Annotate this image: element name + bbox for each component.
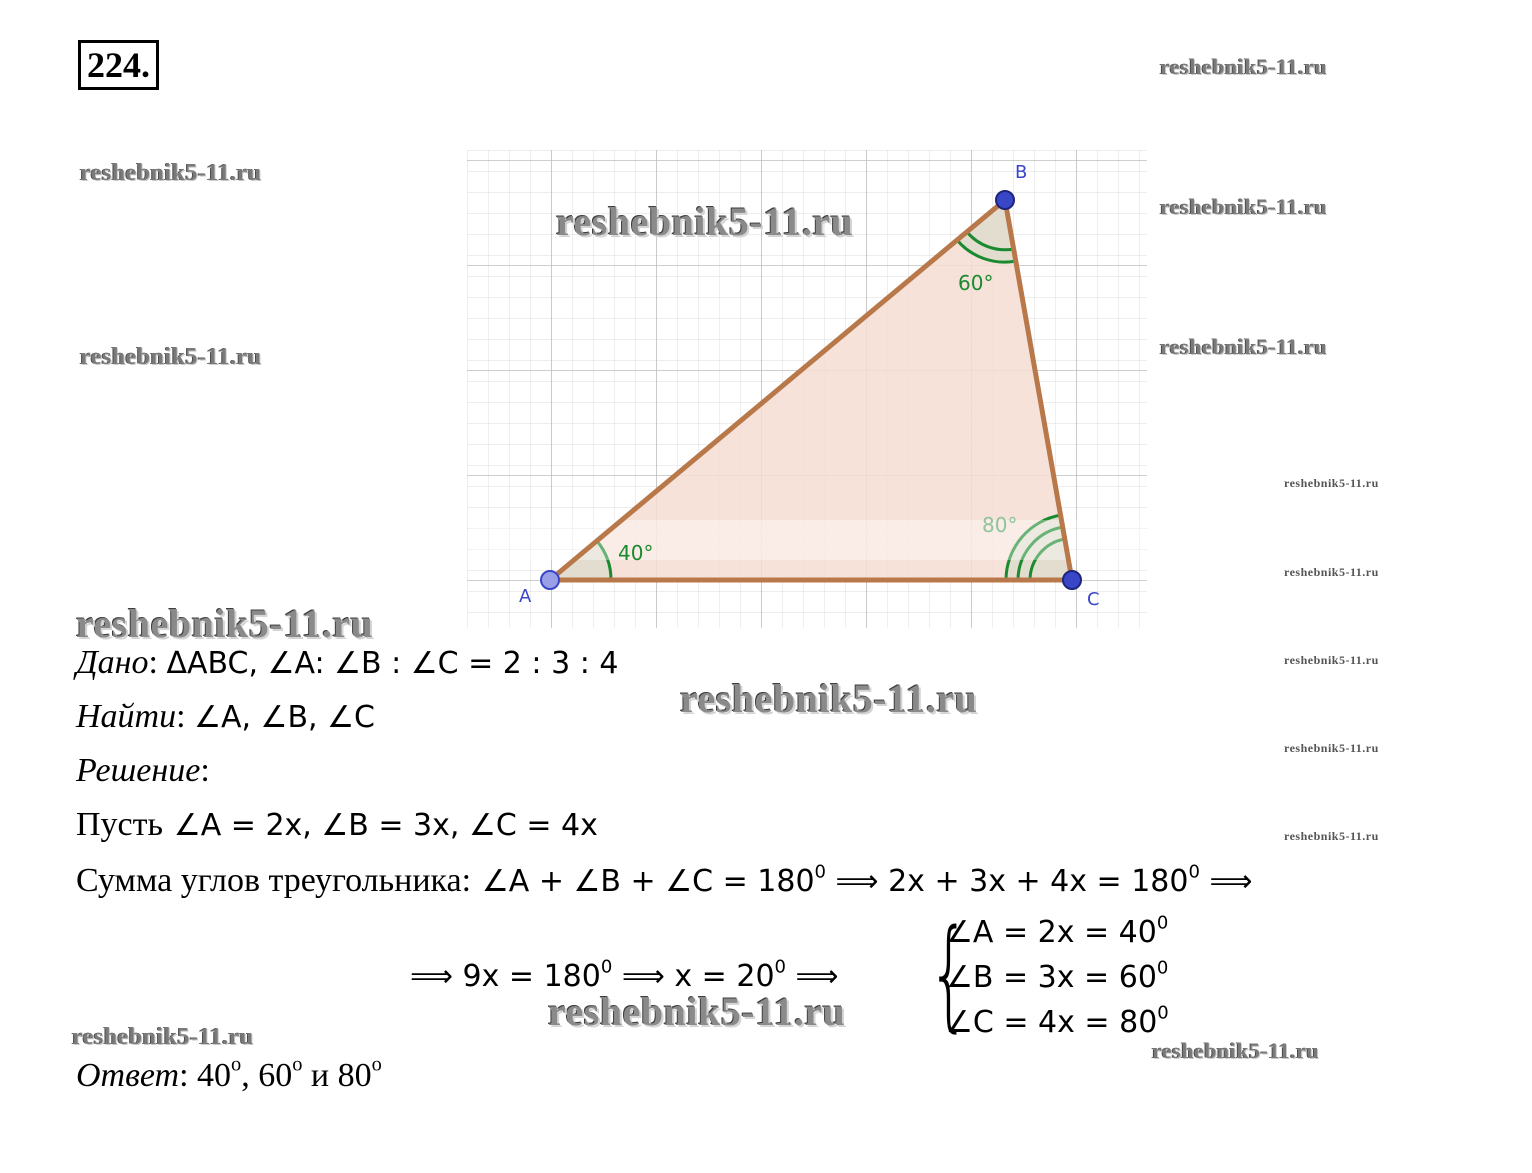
- point-b: [996, 191, 1014, 209]
- step-line: [410, 955, 839, 997]
- brace: {: [928, 905, 970, 1044]
- point-c: [1063, 571, 1081, 589]
- solution-label: Решение: [76, 752, 201, 789]
- sum-line: [76, 860, 1253, 902]
- step-expression: ⟹ $9x = 180^0$ ⟹ $x = 20^0$ ⟹: [410, 956, 839, 994]
- angle-a-label: 40°: [618, 541, 654, 565]
- watermark: reshebnik5-11.ru: [548, 989, 846, 1034]
- watermark: reshebnik5-11.ru: [556, 199, 854, 244]
- let-word: Пусть: [76, 806, 164, 843]
- vertex-a-label: A: [519, 586, 532, 607]
- angle-b-label: 60°: [958, 271, 994, 295]
- watermark: reshebnik5-11.ru: [680, 676, 978, 721]
- watermark: reshebnik5-11.ru: [1152, 1038, 1320, 1063]
- watermark: reshebnik5-11.ru: [1284, 565, 1379, 579]
- point-a: [541, 571, 559, 589]
- watermark: reshebnik5-11.ru: [80, 160, 262, 186]
- problem-number: 224.: [78, 40, 159, 90]
- find-label: Найти: [76, 698, 177, 735]
- answer-values: $40^о$, $60^о$ и $80^о$: [197, 1053, 382, 1094]
- sum-label: Сумма углов треугольника:: [76, 862, 472, 899]
- watermark: reshebnik5-11.ru: [1284, 829, 1379, 843]
- answer-line: Ответ: $40^о$, $60^о$ и $80^о$: [76, 1053, 382, 1094]
- given-label: Дано: [76, 644, 149, 681]
- watermark: reshebnik5-11.ru: [1160, 54, 1328, 79]
- watermark: reshebnik5-11.ru: [1160, 334, 1328, 359]
- let-expression: ∠A = 2x, ∠B = 3x, ∠C = 4x: [173, 808, 598, 843]
- watermark: reshebnik5-11.ru: [1284, 653, 1379, 667]
- system-line-a: ∠A = $2x = 40^0$: [946, 912, 1169, 950]
- find-expression: ∠A, ∠B, ∠C: [194, 700, 375, 735]
- vertex-c-label: C: [1087, 589, 1100, 610]
- watermark: reshebnik5-11.ru: [1284, 741, 1379, 755]
- angle-c-label: 80°: [982, 513, 1018, 537]
- system-line-b: ∠B = $3x = 60^0$: [946, 957, 1169, 995]
- watermark: reshebnik5-11.ru: [1160, 194, 1328, 219]
- given-line: Дано: ΔABC, ∠A: ∠B : ∠C = 2 : 3 : 4: [76, 644, 619, 681]
- solution-line: Решение:: [76, 752, 210, 789]
- vertex-b-label: B: [1015, 162, 1028, 183]
- answer-label: Ответ: [76, 1057, 180, 1094]
- watermark: reshebnik5-11.ru: [1284, 476, 1379, 490]
- watermark: reshebnik5-11.ru: [76, 601, 374, 646]
- find-line: Найти: ∠A, ∠B, ∠C: [76, 698, 375, 735]
- watermark: reshebnik5-11.ru: [80, 344, 262, 370]
- watermark: reshebnik5-11.ru: [72, 1024, 254, 1050]
- sum-expression: ∠A + ∠B + ∠C = $180^0$ ⟹ $2x + 3x + 4x = 180^0$ ⟹: [481, 861, 1253, 899]
- given-expression: ΔABC, ∠A: ∠B : ∠C = 2 : 3 : 4: [166, 646, 619, 681]
- system-line-c: ∠C = $4x = 80^0$: [946, 1002, 1169, 1040]
- let-line: [76, 804, 598, 846]
